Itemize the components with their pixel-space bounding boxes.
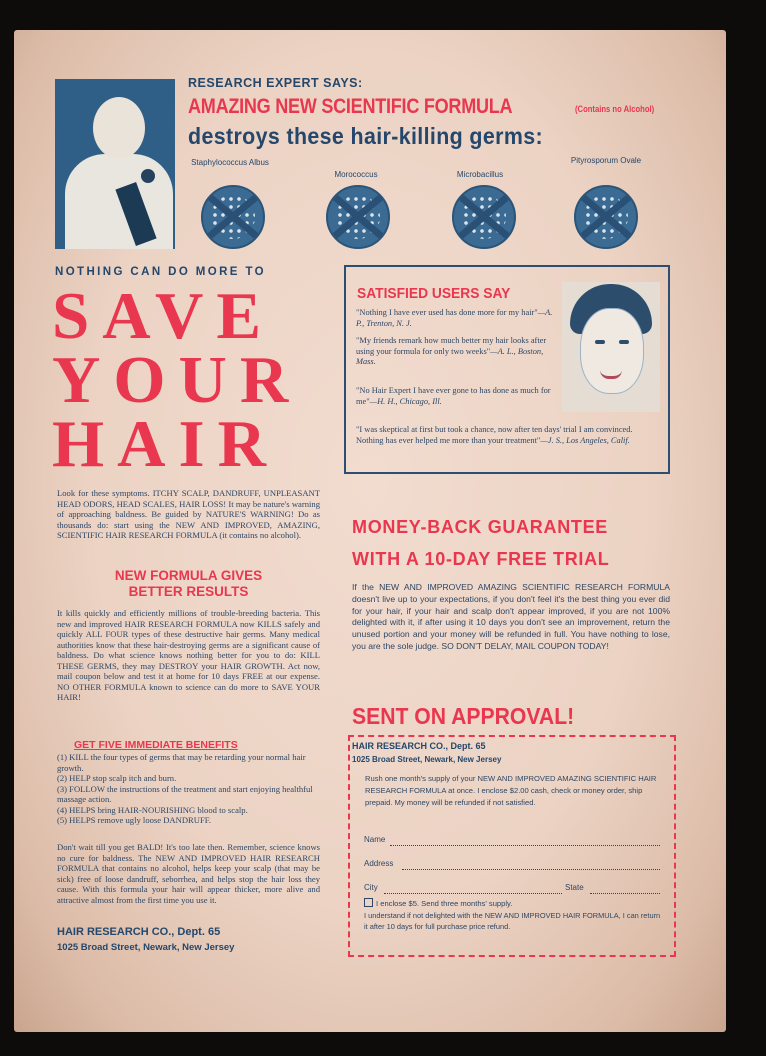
enclose-checkbox[interactable]	[364, 898, 373, 907]
benefit-item: (1) KILL the four types of germs that may be retarding your normal hair growth.	[57, 752, 306, 773]
coupon-heading: SENT ON APPROVAL!	[352, 703, 575, 729]
germ-label: Morococcus	[334, 170, 378, 179]
big-text-your: YOUR	[52, 343, 302, 417]
symptoms-paragraph: Look for these symptoms. ITCHY SCALP, DANDRUFF, UNPLEASANT HEAD ODORS, HEAD SCALES, HAIR LOSS! It may be nature's warning of approaching baldness. Be guided by NATURE'S WARNING! Do as thousands do: start using the NEW AND IMPROVED, AMAZING, SCIENTIFIC HAIR RESEARCH FORMULA (it contains no alcohol).	[57, 488, 320, 540]
germ-label: Pityrosporum Ovale	[570, 156, 642, 165]
germ-icon-pityrosporum	[574, 185, 638, 249]
enclose-option[interactable]	[364, 898, 664, 910]
coupon-company: HAIR RESEARCH CO., Dept. 65	[352, 741, 486, 751]
closing-paragraph: Don't wait till you get BALD! It's too late then. Remember, science knows no cure for baldness. The NEW AND IMPROVED HAIR RESEARCH FORMULA that contains no alcohol, helps keep your scalp (that may be sick) free of loose dandruff, seborrhea, and helps stop the hair loss they cause. With this formula your hair will appear thicker, more alive and attractive almost from the first time you use it.	[57, 842, 320, 905]
coupon-order-text: Rush one month's supply of your NEW AND IMPROVED AMAZING SCIENTIFIC HAIR RESEARCH FORMULA at once. I enclose $2.00 cash, check or money order, ship prepaid. My money will be refunded if not satisfied.	[365, 774, 657, 807]
name-label: Name	[364, 835, 386, 844]
guarantee-paragraph: If the NEW AND IMPROVED AMAZING SCIENTIFIC RESEARCH FORMULA doesn't live up to your expectations, if you don't feel it's the best thing you ever did for your hair, if your hair and scalp don't appear improved, if you are not 100% delighted with it, if after using it 10 days you don't see an improvement, return the unused portion and your money will be refunded in full. You have nothing to lose, you are the sole judge. SO DON'T DELAY, MAIL COUPON TODAY!	[352, 582, 670, 651]
address-field[interactable]	[402, 869, 660, 870]
subheadline: destroys these hair-killing germs:	[188, 123, 543, 149]
benefits-list	[57, 752, 320, 826]
name-field[interactable]	[390, 845, 660, 846]
results-heading-line2: BETTER RESULTS	[128, 584, 249, 599]
city-field[interactable]	[384, 893, 562, 894]
testimonial: "Nothing I have ever used has done more for my hair"—A. P., Trenton, N. J.	[356, 308, 553, 328]
guarantee-heading-line2: WITH A 10-DAY FREE TRIAL	[352, 549, 610, 569]
germ-icon-microbacillus	[452, 185, 516, 249]
company-name: HAIR RESEARCH CO., Dept. 65	[57, 926, 221, 938]
results-heading-line1: NEW FORMULA GIVES	[114, 568, 263, 583]
headline-note: (Contains no Alcohol)	[575, 104, 655, 114]
germ-label: Microbacillus	[456, 170, 504, 179]
benefits-heading: GET FIVE IMMEDIATE BENEFITS	[74, 739, 238, 751]
save-your-hair-kicker: NOTHING CAN DO MORE TO	[55, 266, 267, 278]
city-label: City	[364, 883, 378, 892]
state-label: State	[565, 883, 584, 892]
address-label: Address	[364, 859, 394, 868]
results-paragraph: It kills quickly and efficiently millions of trouble-breeding bacteria. This new and improved HAIR RESEARCH FORMULA now KILLS safely and quickly ALL FOUR types of these destructive hair germs. Many medical authorities know that these hair-destroying germs are a significant cause of baldness. Do what science knows nothing better for you to do: KILL THESE GERMS, they may DESTROY your HAIR GROWTH. Act now, mail coupon below and test it at home for 10 days FREE at our expense. NO OTHER FORMULA known to science can do more to SAVE YOUR HAIR!	[57, 608, 320, 702]
benefit-item: (2) HELP stop scalp itch and burn.	[57, 773, 177, 783]
company-address: 1025 Broad Street, Newark, New Jersey	[57, 942, 235, 953]
big-text-hair: HAIR	[52, 407, 279, 481]
testimonial: "I was skeptical at first but took a chance, now after ten days' trial I am convinced. Nothing has ever helped me more than your treatment"—J. S., Los Angeles, Calif.	[356, 425, 633, 445]
satisfied-user-photo	[562, 282, 660, 412]
germ-icon-morococcus	[326, 185, 390, 249]
benefit-item: (5) HELPS remove ugly loose DANDRUFF.	[57, 815, 211, 825]
enclose-option-label: I enclose $5. Send three months' supply.	[376, 899, 513, 908]
testimonials-heading: SATISFIED USERS SAY	[357, 285, 511, 302]
headline: AMAZING NEW SCIENTIFIC FORMULA	[188, 95, 513, 118]
germ-icon-staphylococcus	[201, 185, 265, 249]
state-field[interactable]	[590, 893, 660, 894]
testimonial: "No Hair Expert I have ever gone to has done as much for me"—H. H., Chicago, Ill.	[356, 386, 551, 406]
guarantee-heading-line1: MONEY-BACK GUARANTEE	[352, 517, 609, 537]
germ-label: Staphylococcus Albus	[191, 158, 269, 167]
testimonial: "My friends remark how much better my hair looks after using your formula for only two weeks"—A. L., Boston, Mass.	[356, 336, 547, 366]
big-text-save: SAVE	[52, 279, 275, 353]
expert-says-label: RESEARCH EXPERT SAYS:	[188, 76, 363, 90]
return-note: I understand if not delighted with the NEW AND IMPROVED HAIR FORMULA, I can return it after 10 days for full purchase price refund.	[364, 911, 661, 932]
benefit-item: (4) HELPS bring HAIR-NOURISHING blood to scalp.	[57, 804, 248, 815]
coupon-address: 1025 Broad Street, Newark, New Jersey	[352, 755, 502, 764]
benefit-item: (3) FOLLOW the instructions of the treatment and start enjoying healthful massage action.	[57, 783, 313, 804]
scientist-photo	[55, 79, 175, 249]
